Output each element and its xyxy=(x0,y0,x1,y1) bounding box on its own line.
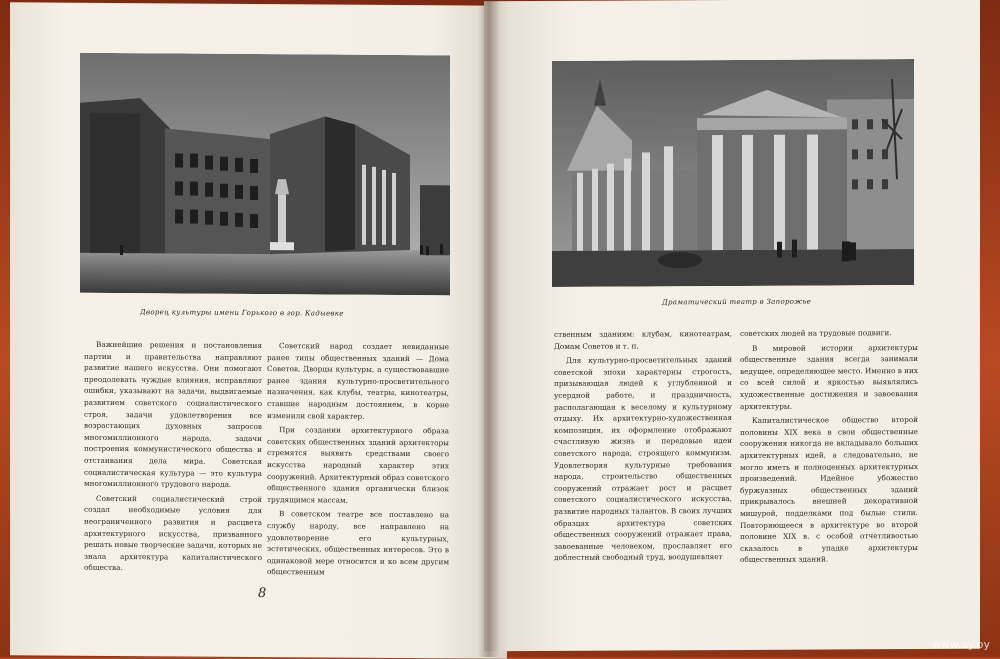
paragraph: Капиталистическое общество второй половины XIX века в свои общественные сооружения никогда не вкладывало больших архитектурных идей, а следовательно, не могло иметь и полноценных архитектурных произведений. Идейное убожество буржуазных общественных зданий прикрывалось внешней декоративной мишурой, подделками под былые стили. Повторяющееся в архитектуре во второй половине XIX в. с особой отчетливостью сказалось в упадке архитектуры общественных зданий. xyxy=(740,415,918,565)
paragraph: При создании архитектурного образа советских общественных зданий архитекторы стремятся выявить средствами своего искусства народный характер этих сооружений. Архитектурный образ советского общественного здания органически близок трудящимся массам. xyxy=(267,425,449,505)
palace-of-culture-photo xyxy=(80,53,450,296)
book-gutter xyxy=(478,0,500,657)
drama-theatre-photo xyxy=(552,59,914,287)
watermark: www.ay.by xyxy=(931,638,990,651)
paragraph: В советском театре все поставлено на службу народу, все направлено на удовлетворение его культурных, эстетических, общественных интересов. Это в одинаковой мере относится и ко всем другим общественным xyxy=(267,509,449,577)
left-text-column-1 xyxy=(84,339,262,578)
right-text-column-1 xyxy=(554,328,732,567)
right-text-column-2 xyxy=(740,327,918,569)
paragraph: ственным зданиям: клубам, кинотеатрам, Домам Советов и т. п. xyxy=(554,329,732,351)
paragraph: советских людей на трудовые подвиги. xyxy=(740,328,892,338)
page-number: 8 xyxy=(258,585,267,602)
right-photo-caption: Драматический театр в Запорожье xyxy=(662,297,812,307)
paragraph: Важнейшие решения и постановления партии и правительства направляют развитие нашего искусства. Они помогают преодолевать чуждые влияния, исправляют ошибки, указывают на задачи, выдвигаемые развитием советского социалистического строя, задачи удовлетворения все возрастающих духовных запросов многомиллионного народа, задачи построения коммунистического общества и отстаивания дела мира. Советская социалистическая культура — это культура многомиллионного трудового народа. xyxy=(84,339,262,489)
left-text-column-2 xyxy=(267,340,449,582)
paragraph: Советский народ создает невиданные ранее типы общественных зданий — Дома Советов, Дворцы культуры, а существовавшие ранее здания культурно-просветительного назначения, как клубы, театры, кинотеатры, ставшие народным достоянием, в корне изменили свой характер. xyxy=(267,341,449,421)
paragraph: Советский социалистический строй создал необходимые условия для неограниченного развития и расцвета архитектурного искусства, призванного решать новые творческие задачи, которых не знала архитектура капиталистического общества. xyxy=(84,493,262,573)
left-photo-caption: Дворец культуры имени Горького в гор. Кадыевке xyxy=(140,308,344,318)
left-page xyxy=(10,2,507,658)
paragraph: Для культурно-просветительных зданий советской эпохи характерны строгость, призывающая людей к углубленной и усердной работе, и праздничность, располагающая к веселому и культурному отдыху. Их архитектурно-художественная композиция, их оформление отображают счастливую жизнь и передовые идеи советского народа, строящего коммунизм. Удовлетворяя культурные требования народа, строительство общественных сооружений отражает рост и расцвет советского социалистического искусства, развитие народных талантов. В своих лучших образцах архитектура советских общественных сооружений отражает права, завоеванные человеком, прославляет его доблестный свободный труд, воодушевляет xyxy=(554,355,732,563)
paragraph: В мировой истории архитектуры общественные здания всегда занимали ведущее, определяющее место. Именно в них со всей силой и яркостью выявлялись художественные достижения и завоевания архитектуры. xyxy=(740,342,918,411)
right-page xyxy=(484,0,980,651)
